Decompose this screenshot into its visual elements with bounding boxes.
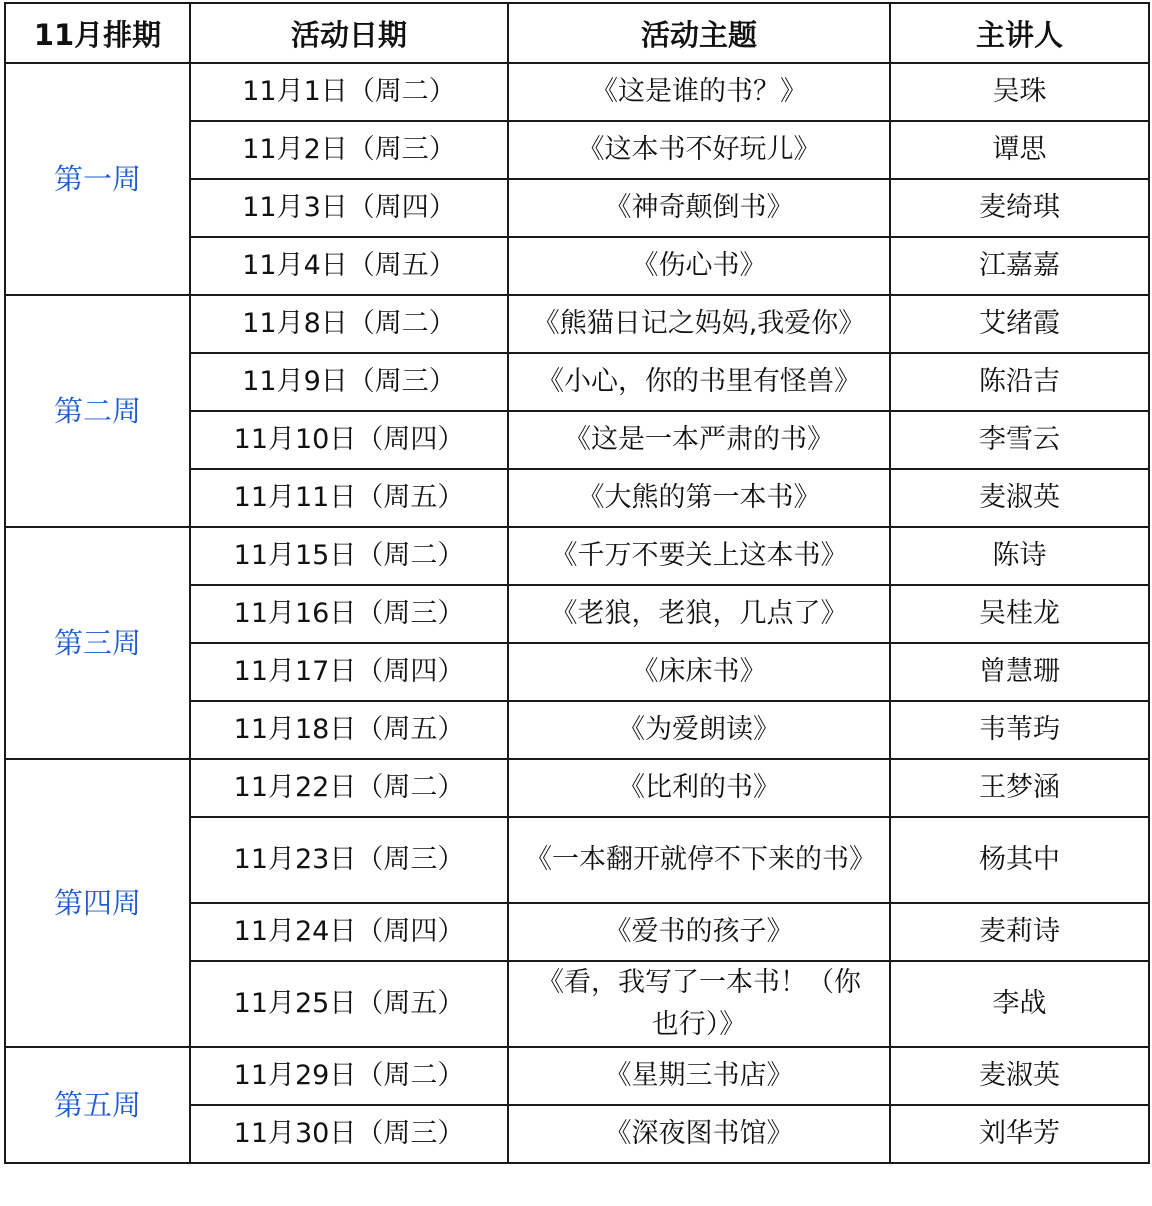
speaker-cell: 韦苇玙 (890, 701, 1149, 759)
date-cell: 11月22日（周二） (190, 759, 508, 817)
schedule-table (4, 2, 1150, 1164)
date-cell: 11月23日（周三） (190, 817, 508, 903)
topic-cell: 《这是谁的书？》 (508, 63, 890, 121)
date-cell: 11月25日（周五） (190, 961, 508, 1047)
topic-cell: 《小心，你的书里有怪兽》 (508, 353, 890, 411)
header-row (5, 3, 1149, 63)
week-label: 第五周 (5, 1047, 190, 1163)
speaker-cell: 谭思 (890, 121, 1149, 179)
speaker-cell: 王梦涵 (890, 759, 1149, 817)
table-row (5, 759, 1149, 817)
week-label: 第三周 (5, 527, 190, 759)
speaker-cell: 麦淑英 (890, 469, 1149, 527)
table-row (5, 527, 1149, 585)
topic-cell: 《为爱朗读》 (508, 701, 890, 759)
topic-cell: 《伤心书》 (508, 237, 890, 295)
date-cell: 11月9日（周三） (190, 353, 508, 411)
header-speaker: 主讲人 (890, 3, 1149, 63)
speaker-cell: 陈沿吉 (890, 353, 1149, 411)
topic-cell: 《爱书的孩子》 (508, 903, 890, 961)
date-cell: 11月29日（周二） (190, 1047, 508, 1105)
speaker-cell: 艾绪霞 (890, 295, 1149, 353)
topic-cell: 《星期三书店》 (508, 1047, 890, 1105)
topic-cell: 《深夜图书馆》 (508, 1105, 890, 1163)
date-cell: 11月15日（周二） (190, 527, 508, 585)
speaker-cell: 陈诗 (890, 527, 1149, 585)
date-cell: 11月3日（周四） (190, 179, 508, 237)
topic-cell: 《比利的书》 (508, 759, 890, 817)
table-row (5, 63, 1149, 121)
week-label: 第一周 (5, 63, 190, 295)
speaker-cell: 曾慧珊 (890, 643, 1149, 701)
topic-cell: 《千万不要关上这本书》 (508, 527, 890, 585)
header-date: 活动日期 (190, 3, 508, 63)
topic-cell: 《床床书》 (508, 643, 890, 701)
speaker-cell: 刘华芳 (890, 1105, 1149, 1163)
date-cell: 11月17日（周四） (190, 643, 508, 701)
speaker-cell: 李雪云 (890, 411, 1149, 469)
topic-cell: 《这本书不好玩儿》 (508, 121, 890, 179)
speaker-cell: 吴珠 (890, 63, 1149, 121)
speaker-cell: 麦莉诗 (890, 903, 1149, 961)
date-cell: 11月18日（周五） (190, 701, 508, 759)
speaker-cell: 江嘉嘉 (890, 237, 1149, 295)
date-cell: 11月4日（周五） (190, 237, 508, 295)
header-schedule: 11月排期 (5, 3, 190, 63)
date-cell: 11月8日（周二） (190, 295, 508, 353)
date-cell: 11月1日（周二） (190, 63, 508, 121)
schedule-body (5, 63, 1149, 1163)
topic-cell: 《神奇颠倒书》 (508, 179, 890, 237)
topic-cell: 《大熊的第一本书》 (508, 469, 890, 527)
table-row (5, 295, 1149, 353)
speaker-cell: 麦绮琪 (890, 179, 1149, 237)
topic-cell: 《老狼，老狼，几点了》 (508, 585, 890, 643)
date-cell: 11月11日（周五） (190, 469, 508, 527)
date-cell: 11月2日（周三） (190, 121, 508, 179)
topic-cell: 《看，我写了一本书！（你也行）》 (508, 961, 890, 1047)
week-label: 第四周 (5, 759, 190, 1047)
date-cell: 11月30日（周三） (190, 1105, 508, 1163)
topic-cell: 《一本翻开就停不下来的书》 (508, 817, 890, 903)
speaker-cell: 杨其中 (890, 817, 1149, 903)
date-cell: 11月10日（周四） (190, 411, 508, 469)
speaker-cell: 吴桂龙 (890, 585, 1149, 643)
topic-cell: 《熊猫日记之妈妈,我爱你》 (508, 295, 890, 353)
week-label: 第二周 (5, 295, 190, 527)
date-cell: 11月16日（周三） (190, 585, 508, 643)
speaker-cell: 李战 (890, 961, 1149, 1047)
table-row (5, 1047, 1149, 1105)
speaker-cell: 麦淑英 (890, 1047, 1149, 1105)
topic-cell: 《这是一本严肃的书》 (508, 411, 890, 469)
header-topic: 活动主题 (508, 3, 890, 63)
date-cell: 11月24日（周四） (190, 903, 508, 961)
